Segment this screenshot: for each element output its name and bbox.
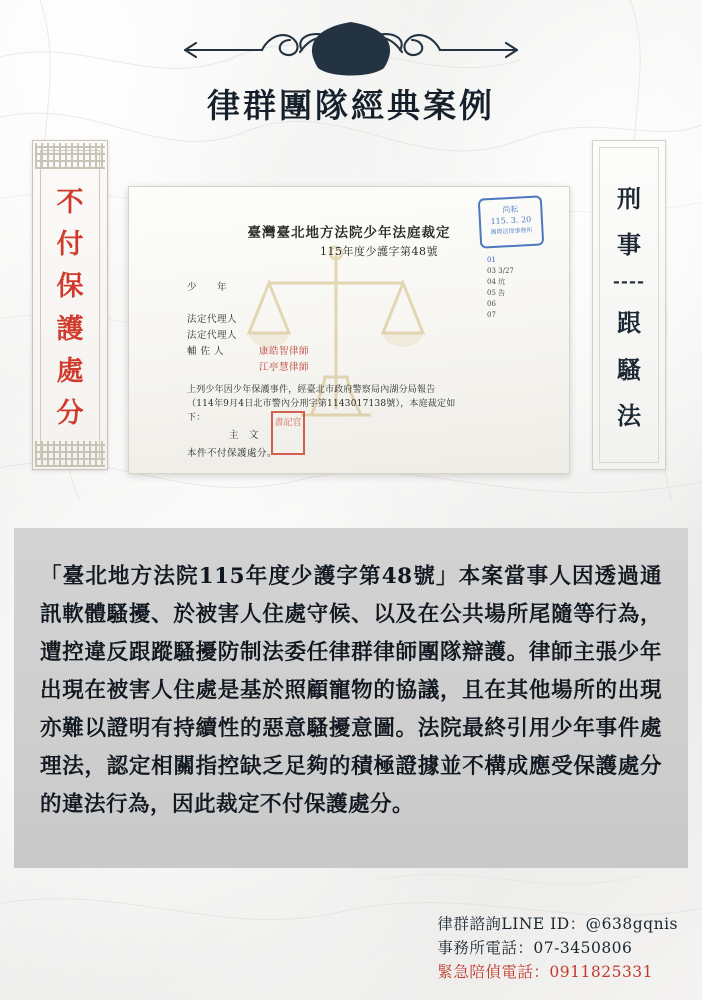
document-body-line: 上列少年因少年保護事件，經臺北市政府警察局內湖分局報告 bbox=[187, 385, 436, 395]
document-section-label: 主 文 bbox=[229, 430, 260, 441]
lotus-flourish-ornament bbox=[0, 18, 702, 80]
party-label: 輔 佐 人 bbox=[187, 346, 225, 357]
court-ruling-document bbox=[128, 186, 570, 474]
left-banner-char: 護 bbox=[56, 313, 84, 345]
party-value: 康皓智律師 bbox=[259, 346, 310, 357]
office-phone[interactable]: 事務所電話：07-3450806 bbox=[437, 939, 633, 957]
document-body-line: 下： bbox=[187, 413, 206, 423]
right-vertical-banner bbox=[592, 140, 666, 470]
document-body-line: （114年9月4日北市警內分刑字第1143017138號），本庭裁定如 bbox=[187, 399, 456, 409]
left-banner-char: 處 bbox=[56, 355, 84, 387]
left-banner-text bbox=[33, 177, 107, 433]
document-title: 臺灣臺北地方法院少年法庭裁定 bbox=[247, 225, 451, 241]
document-body bbox=[187, 383, 517, 425]
line-id[interactable]: 律群諮詢LINE ID：@638gqnis bbox=[437, 915, 678, 933]
case-summary-block bbox=[14, 528, 688, 868]
right-banner-char: 刑 bbox=[617, 183, 641, 213]
left-banner-char: 不 bbox=[56, 187, 84, 219]
right-banner-char: 跟 bbox=[617, 308, 641, 338]
document-case-number: 115年度少護字第48號 bbox=[320, 245, 438, 258]
document-ruling: 本件不付保護處分。 bbox=[187, 448, 278, 459]
side-mark: 01 bbox=[487, 256, 496, 264]
document-side-marks bbox=[487, 255, 557, 321]
right-banner-divider: ---- bbox=[612, 271, 646, 292]
case-summary-text: 「臺北地方法院115年度少護字第48號」本案當事人因透過通訊軟體騷擾、於被害人住處守候、以及在公共場所尾隨等行為，遭控違反跟蹤騷擾防制法委任律群律師團隊辯護。律師主張少年出現在被害人住處是基於照顧寵物的協議，且在其他場所的出現亦難以證明有持續性的惡意騷擾意圖。法院最終引用少年事件處理法，認定相關指控缺乏足夠的積極證據並不構成應受保護處分的違法行為，因此裁定不付保護處分。 bbox=[40, 564, 662, 817]
blue-office-stamp bbox=[478, 195, 545, 248]
party-value: 江亭慧律師 bbox=[259, 362, 310, 373]
left-banner-char: 分 bbox=[56, 397, 84, 429]
side-mark: 03 3/27 bbox=[487, 267, 514, 275]
contact-footer bbox=[437, 912, 678, 984]
side-mark: 05 告 bbox=[487, 289, 506, 297]
stamp-line: 國際法律事務所 bbox=[490, 226, 533, 237]
left-banner-char: 付 bbox=[56, 229, 84, 261]
left-banner-char: 保 bbox=[56, 271, 84, 303]
party-label: 少 年 bbox=[187, 282, 228, 293]
side-mark: 07 bbox=[487, 311, 496, 319]
party-label: 法定代理人 bbox=[187, 314, 238, 325]
stamp-line: 115. 3. 20 bbox=[490, 214, 532, 227]
right-banner-char: 法 bbox=[617, 401, 641, 431]
side-mark: 04 坑 bbox=[487, 278, 506, 286]
right-banner-text bbox=[593, 167, 665, 443]
left-vertical-banner bbox=[32, 140, 108, 470]
red-clerk-stamp: 書記官 bbox=[271, 411, 305, 455]
page-title: 律群團隊經典案例 bbox=[207, 86, 495, 125]
side-mark: 06 bbox=[487, 300, 496, 308]
emergency-phone[interactable]: 緊急陪偵電話：0911825331 bbox=[437, 963, 654, 981]
stamp-line: 尚耘 bbox=[502, 204, 519, 215]
party-label: 法定代理人 bbox=[187, 330, 238, 341]
right-banner-char: 騷 bbox=[617, 354, 641, 384]
right-banner-char: 事 bbox=[617, 230, 641, 260]
